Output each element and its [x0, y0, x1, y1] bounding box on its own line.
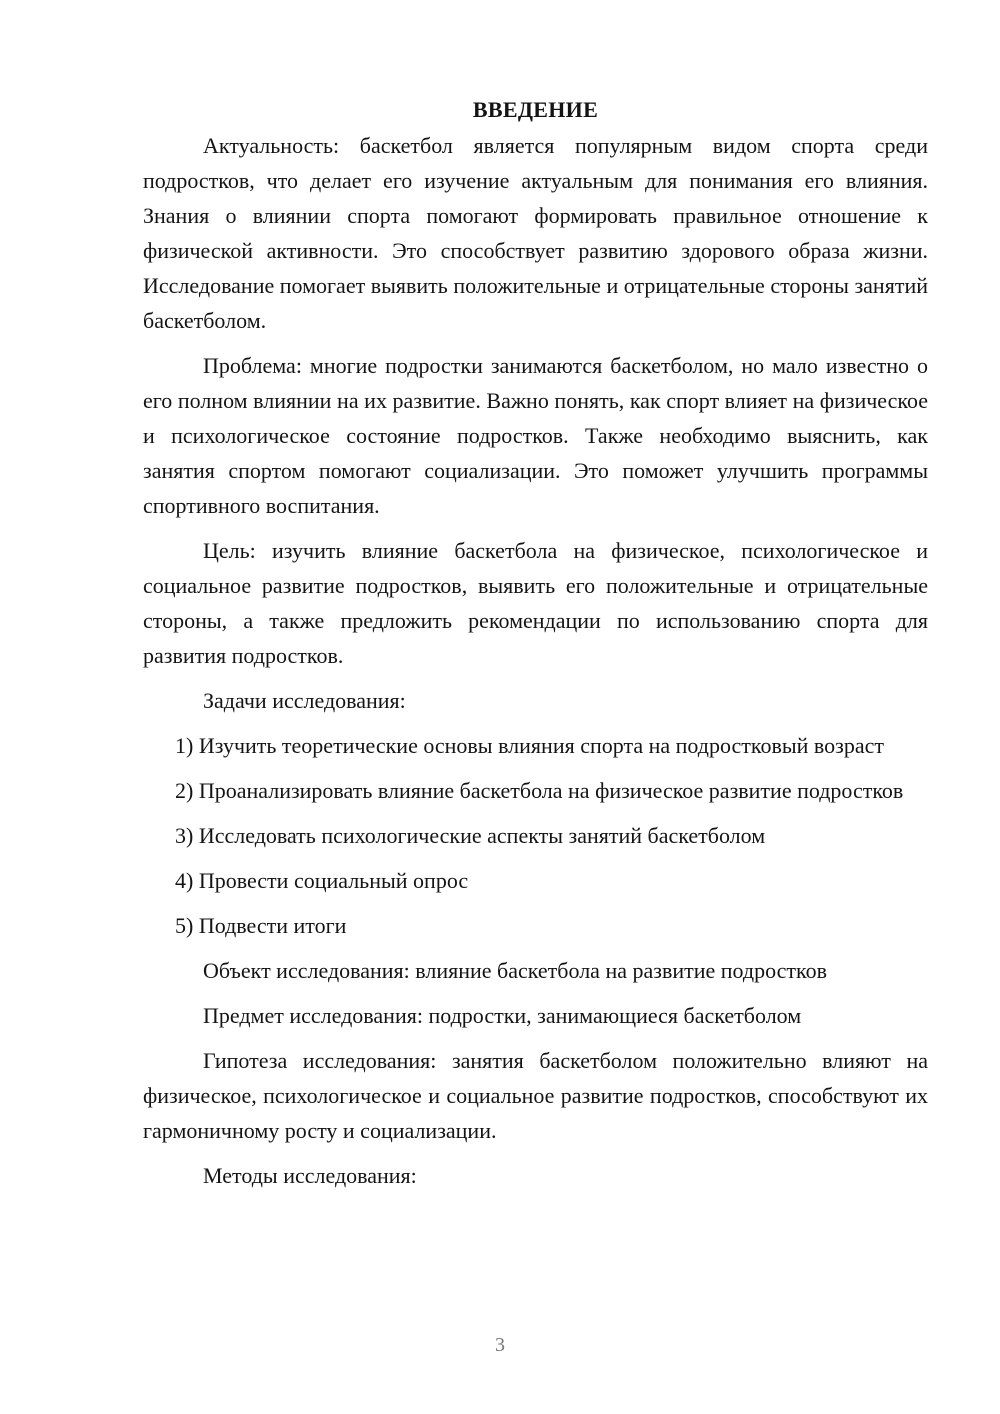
task-item-5: 5) Подвести итоги	[175, 913, 347, 938]
subject-paragraph: Предмет исследования: подростки, занимающиеся баскетболом	[203, 1003, 802, 1028]
object-paragraph: Объект исследования: влияние баскетбола на развитие подростков	[203, 958, 827, 983]
relevance-paragraph: Актуальность: баскетбол является популярным видом спорта среди подростков, что делает его изучение актуальным для понимания его влияния. Знания о влиянии спорта помогают формировать правильное отношение к физической активности. Это способствует развитию здорового образа жизни. Исследование помогает выявить положительные и отрицательные стороны занятий баскетболом.	[143, 133, 928, 333]
page-title: ВВЕДЕНИЕ	[472, 97, 599, 122]
page-content	[143, 95, 928, 1203]
hypothesis-paragraph: Гипотеза исследования: занятия баскетболом положительно влияют на физическое, психологическое и социальное развитие подростков, способствуют их гармоничному росту и социализации.	[143, 1048, 928, 1143]
task-item-1: 1) Изучить теоретические основы влияния спорта на подростковый возраст	[175, 733, 884, 758]
task-item-2: 2) Проанализировать влияние баскетбола на физическое развитие подростков	[175, 778, 904, 803]
task-item-4: 4) Провести социальный опрос	[175, 868, 469, 893]
tasks-heading: Задачи исследования:	[203, 688, 406, 713]
task-item-3: 3) Исследовать психологические аспекты занятий баскетболом	[175, 823, 766, 848]
goal-paragraph: Цель: изучить влияние баскетбола на физическое, психологическое и социальное развитие подростков, выявить его положительные и отрицательные стороны, а также предложить рекомендации по использованию спорта для развития подростков.	[143, 538, 928, 668]
methods-heading: Методы исследования:	[203, 1163, 417, 1188]
page-number: 3	[495, 1334, 505, 1356]
problem-paragraph: Проблема: многие подростки занимаются баскетболом, но мало известно о его полном влиянии на их развитие. Важно понять, как спорт влияет на физическое и психологическое состояние подростков. Также необходимо выяснить, как занятия спортом помогают социализации. Это поможет улучшить программы спортивного воспитания.	[143, 353, 928, 518]
